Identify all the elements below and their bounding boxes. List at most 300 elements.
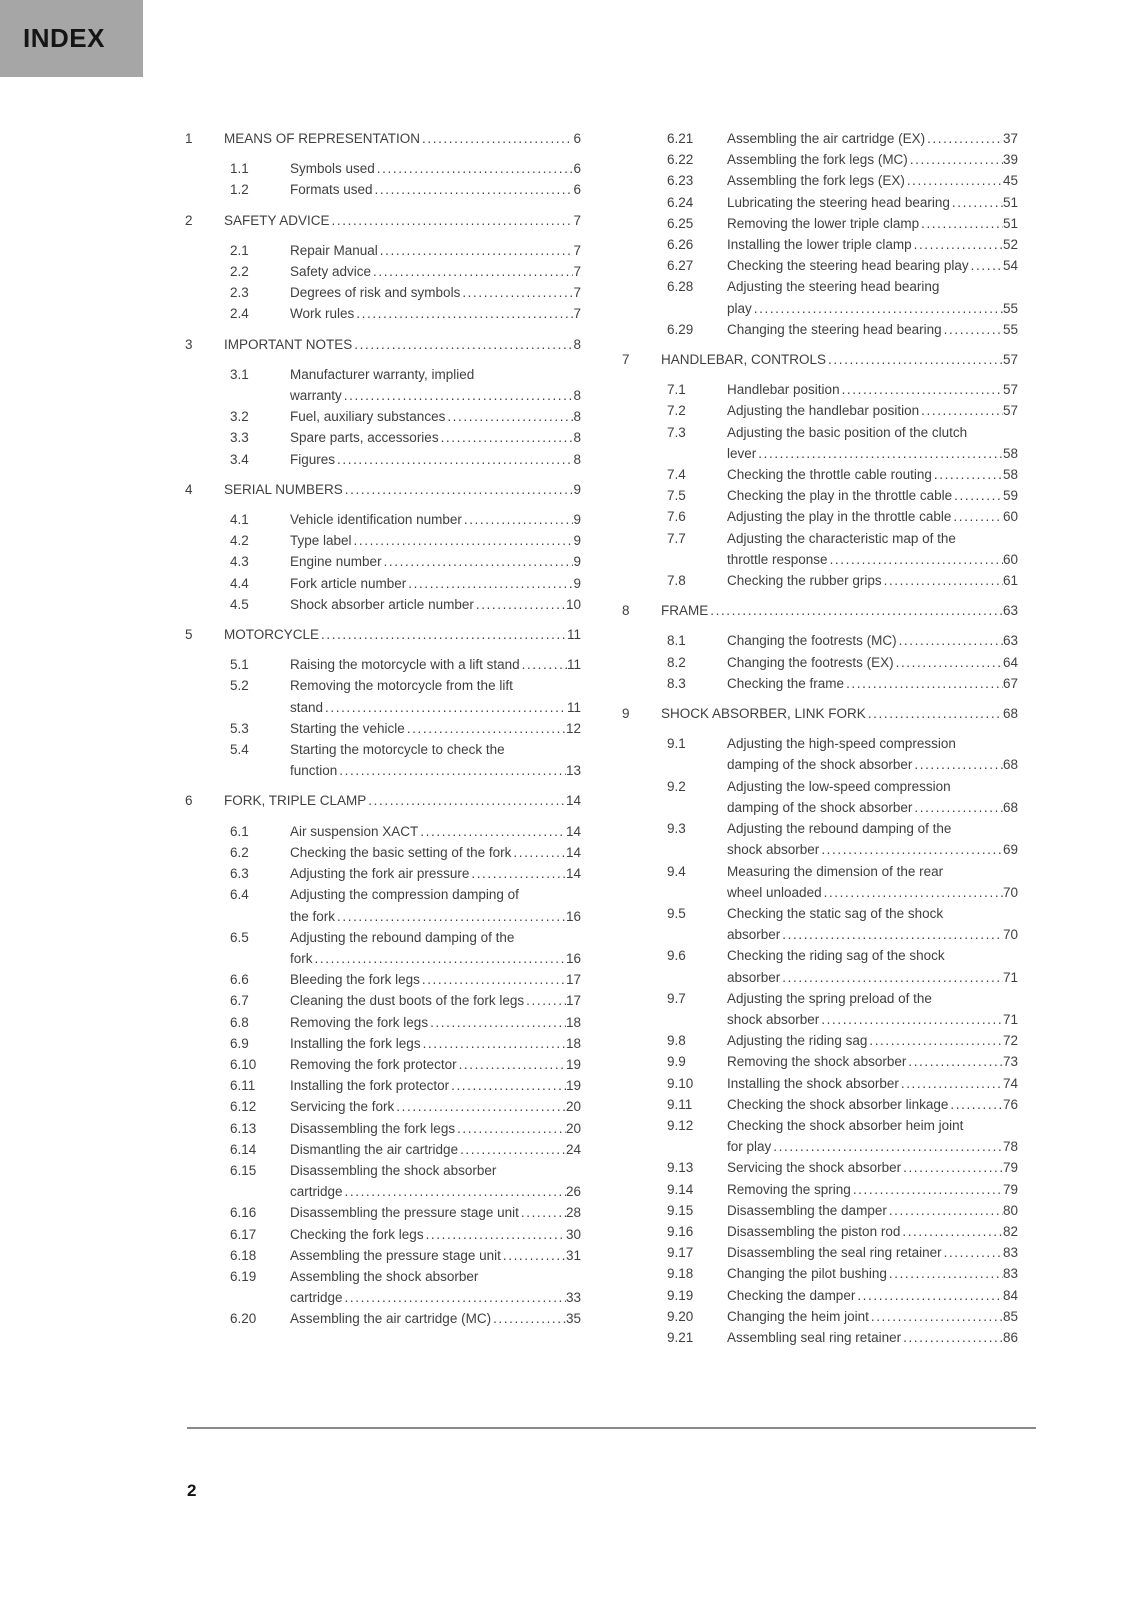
entry-body <box>290 551 581 572</box>
dot-leader <box>330 210 574 231</box>
toc-section-entry <box>185 1245 581 1266</box>
toc-section-entry <box>622 213 1018 234</box>
dot-leader <box>969 255 1003 276</box>
entry-page-number: 6 <box>573 131 581 146</box>
entry-body <box>727 149 1018 170</box>
entry-title: Spare parts, accessories <box>290 430 439 446</box>
entry-last-line <box>290 697 581 718</box>
toc-section-entry <box>185 303 581 324</box>
toc-section-entry <box>622 1115 1018 1157</box>
toc-section-entry <box>185 884 581 926</box>
dot-leader <box>912 754 1003 775</box>
entry-body <box>290 573 581 594</box>
entry-page-number: 14 <box>565 866 581 882</box>
entry-title: Adjusting the fork air pressure <box>290 866 470 882</box>
entry-title: Vehicle identification number <box>290 512 462 528</box>
entry-body <box>290 240 581 261</box>
entry-number: 6.6 <box>230 972 249 988</box>
entry-body <box>290 1096 581 1117</box>
entry-page-number: 17 <box>565 993 581 1009</box>
entry-page-number: 74 <box>1002 1075 1018 1091</box>
entry-page-number: 64 <box>1002 654 1018 670</box>
entry-page-number: 78 <box>1002 1139 1018 1155</box>
entry-title: play <box>727 300 752 316</box>
entry-last-line <box>290 1118 581 1139</box>
entry-number: 4.2 <box>230 533 249 549</box>
entry-number: 6.26 <box>667 237 694 253</box>
toc-section-entry <box>622 506 1018 527</box>
entry-page-number: 69 <box>1002 842 1018 858</box>
toc-section-entry <box>622 1221 1018 1242</box>
entry-page-number: 79 <box>1002 1160 1018 1176</box>
toc-section-entry <box>185 842 581 863</box>
entry-page-number: 7 <box>573 242 581 258</box>
entry-title: Assembling the air cartridge (EX) <box>727 131 926 146</box>
toc-section-entry <box>622 255 1018 276</box>
dot-leader <box>912 797 1003 818</box>
entry-last-line <box>290 551 581 572</box>
entry-page-number: 60 <box>1002 509 1018 525</box>
entry-title: Installing the lower triple clamp <box>727 237 912 253</box>
toc-section-entry <box>185 158 581 179</box>
toc-section-entry <box>622 400 1018 421</box>
entry-number: 6.11 <box>230 1078 256 1094</box>
entry-number: 8 <box>622 603 630 619</box>
entry-last-line <box>224 210 581 231</box>
entry-number: 1 <box>185 131 193 146</box>
entry-last-line <box>290 240 581 261</box>
entry-title: Safety advice <box>290 264 372 280</box>
entry-last-line <box>290 1224 581 1245</box>
dot-leader <box>887 1200 1003 1221</box>
entry-number: 9.13 <box>667 1160 694 1176</box>
entry-page-number: 17 <box>565 972 581 988</box>
dot-leader <box>371 261 573 282</box>
entry-title-line: Disassembling the shock absorber <box>290 1162 497 1178</box>
entry-title: Servicing the shock absorber <box>727 1160 902 1176</box>
toc-section-entry <box>622 379 1018 400</box>
entry-page-number: 12 <box>565 720 581 736</box>
entry-last-line <box>290 969 581 990</box>
toc-section-entry <box>185 1266 581 1308</box>
entry-number: 5.2 <box>230 678 249 694</box>
entry-title: Changing the heim joint <box>727 1308 869 1324</box>
entry-body <box>727 1263 1018 1284</box>
entry-body <box>290 1012 581 1033</box>
entry-last-line <box>290 594 581 615</box>
dot-leader <box>925 128 1003 149</box>
entry-last-line <box>290 718 581 739</box>
dot-leader <box>455 1118 566 1139</box>
entry-title: function <box>290 763 338 779</box>
entry-title: warranty <box>290 388 342 404</box>
entry-title: damping of the shock absorber <box>727 757 913 773</box>
entry-title: Disassembling the damper <box>727 1202 887 1218</box>
dot-leader <box>378 240 574 261</box>
entry-body <box>727 903 1018 945</box>
entry-last-line <box>727 570 1018 591</box>
entry-last-line <box>727 128 1018 149</box>
entry-last-line <box>290 654 581 675</box>
entry-last-line <box>727 1242 1018 1263</box>
entry-number: 7.4 <box>667 467 686 483</box>
entry-last-line <box>727 234 1018 255</box>
dot-leader <box>511 842 566 863</box>
entry-body <box>727 1115 1018 1157</box>
dot-leader <box>900 1221 1003 1242</box>
dot-leader <box>919 213 1003 234</box>
entry-last-line <box>290 1139 581 1160</box>
entry-page-number: 70 <box>1002 884 1018 900</box>
entry-page-number: 76 <box>1002 1096 1018 1112</box>
dot-leader <box>445 406 573 427</box>
entry-body <box>727 276 1018 318</box>
dot-leader <box>897 630 1003 651</box>
entry-body <box>727 776 1018 818</box>
toc-section-entry <box>622 945 1018 987</box>
entry-last-line <box>727 549 1018 570</box>
toc-section-entry <box>185 240 581 261</box>
entry-last-line <box>661 600 1018 621</box>
entry-number: 9.5 <box>667 905 686 921</box>
entry-body <box>727 570 1018 591</box>
entry-title: Assembling the fork legs (EX) <box>727 173 905 189</box>
entry-page-number: 35 <box>565 1311 581 1327</box>
entry-title: Disassembling the pressure stage unit <box>290 1205 519 1221</box>
entry-number: 8.2 <box>667 654 686 670</box>
entry-last-line <box>727 652 1018 673</box>
entry-last-line <box>290 573 581 594</box>
entry-title-line: Checking the riding sag of the shock <box>727 948 945 964</box>
entry-page-number: 52 <box>1002 237 1018 253</box>
entry-page-number: 19 <box>565 1056 581 1072</box>
entry-body <box>290 158 581 179</box>
entry-page-number: 8 <box>573 336 581 352</box>
toc-section-entry <box>185 364 581 406</box>
toc-chapter-entry <box>185 790 581 811</box>
entry-body <box>727 1221 1018 1242</box>
entry-body <box>290 969 581 990</box>
entry-page-number: 16 <box>565 908 581 924</box>
entry-number: 3 <box>185 336 193 352</box>
entry-title: Checking the rubber grips <box>727 573 882 589</box>
entry-title-line: Starting the motorcycle to check the <box>290 742 505 758</box>
entry-body <box>727 319 1018 340</box>
dot-leader <box>752 298 1003 319</box>
toc-section-entry <box>185 990 581 1011</box>
toc-section-entry <box>185 718 581 739</box>
toc-section-entry <box>185 863 581 884</box>
entry-page-number: 9 <box>573 512 581 528</box>
entry-page-number: 20 <box>565 1099 581 1115</box>
dot-leader <box>519 1202 566 1223</box>
dot-leader <box>474 594 566 615</box>
entry-page-number: 11 <box>566 627 581 643</box>
entry-body <box>290 1224 581 1245</box>
entry-last-line <box>224 128 581 149</box>
entry-body <box>727 1094 1018 1115</box>
entry-number: 6.4 <box>230 887 249 903</box>
toc-chapter-entry <box>185 624 581 645</box>
entry-last-line <box>727 255 1018 276</box>
entry-number: 7 <box>622 352 630 368</box>
entry-body <box>727 1179 1018 1200</box>
entry-last-line <box>290 821 581 842</box>
entry-number: 6.8 <box>230 1014 249 1030</box>
toc-section-entry <box>622 192 1018 213</box>
toc-section-entry <box>185 509 581 530</box>
entry-body <box>727 1030 1018 1051</box>
toc-section-entry <box>622 1327 1018 1348</box>
entry-body <box>727 1200 1018 1221</box>
entry-body <box>224 334 581 355</box>
entry-title: Bleeding the fork legs <box>290 972 420 988</box>
toc-section-entry <box>185 654 581 675</box>
toc-section-entry <box>622 128 1018 149</box>
dot-leader <box>819 839 1003 860</box>
entry-number: 9.17 <box>667 1245 694 1261</box>
entry-last-line <box>727 797 1018 818</box>
entry-title: SAFETY ADVICE <box>224 212 330 228</box>
toc-section-entry <box>622 234 1018 255</box>
entry-number: 5 <box>185 627 193 643</box>
entry-last-line <box>727 1263 1018 1284</box>
entry-last-line <box>727 1200 1018 1221</box>
entry-last-line <box>290 282 581 303</box>
entry-page-number: 10 <box>565 596 581 612</box>
entry-last-line <box>290 1308 581 1329</box>
entry-title: Removing the shock absorber <box>727 1054 907 1070</box>
entry-last-line <box>727 1306 1018 1327</box>
toc-section-entry <box>622 319 1018 340</box>
entry-page-number: 37 <box>1002 131 1018 146</box>
entry-title: Removing the fork protector <box>290 1056 457 1072</box>
dot-leader <box>366 790 566 811</box>
toc-section-entry <box>185 406 581 427</box>
dot-leader <box>394 1096 566 1117</box>
entry-last-line <box>727 1051 1018 1072</box>
entry-last-line <box>290 530 581 551</box>
entry-title: Repair Manual <box>290 242 378 258</box>
entry-number: 9.14 <box>667 1181 694 1197</box>
entry-title: HANDLEBAR, CONTROLS <box>661 352 827 368</box>
entry-number: 6.23 <box>667 173 694 189</box>
entry-title: Installing the fork protector <box>290 1078 450 1094</box>
entry-title: Type label <box>290 533 352 549</box>
dot-leader <box>919 400 1003 421</box>
entry-page-number: 19 <box>565 1078 581 1094</box>
entry-number: 8.3 <box>667 675 686 691</box>
entry-title: wheel unloaded <box>727 884 822 900</box>
toc-section-entry <box>185 1012 581 1033</box>
toc-section-entry <box>622 776 1018 818</box>
entry-last-line <box>727 1285 1018 1306</box>
entry-last-line <box>727 506 1018 527</box>
entry-title: Changing the footrests (EX) <box>727 654 894 670</box>
entry-page-number: 57 <box>1002 352 1018 368</box>
entry-last-line <box>290 863 581 884</box>
entry-title: Checking the shock absorber linkage <box>727 1096 949 1112</box>
entry-title: IMPORTANT NOTES <box>224 336 353 352</box>
entry-number: 6.17 <box>230 1226 257 1242</box>
dot-leader <box>840 379 1003 400</box>
entry-last-line <box>727 213 1018 234</box>
page-title: INDEX <box>23 23 105 53</box>
entry-page-number: 82 <box>1002 1223 1018 1239</box>
entry-page-number: 20 <box>565 1120 581 1136</box>
entry-page-number: 55 <box>1002 300 1018 316</box>
toc-section-entry <box>622 673 1018 694</box>
entry-title: fork <box>290 950 313 966</box>
dot-leader <box>458 1139 566 1160</box>
dot-leader <box>855 1285 1003 1306</box>
toc-column-left <box>185 128 581 1330</box>
entry-number: 6.7 <box>230 993 249 1009</box>
entry-body <box>290 261 581 282</box>
entry-last-line <box>727 1136 1018 1157</box>
toc-section-entry <box>622 733 1018 775</box>
entry-page-number: 16 <box>565 950 581 966</box>
toc-section-entry <box>622 818 1018 860</box>
entry-title: Adjusting the handlebar position <box>727 403 920 419</box>
toc-section-entry <box>622 1179 1018 1200</box>
entry-page-number: 60 <box>1002 551 1018 567</box>
entry-last-line <box>290 760 581 781</box>
dot-leader <box>420 128 573 149</box>
entry-last-line <box>290 1202 581 1223</box>
entry-last-line <box>661 349 1018 370</box>
entry-page-number: 71 <box>1002 969 1018 985</box>
entry-title: Cleaning the dust boots of the fork legs <box>290 993 525 1009</box>
entry-page-number: 7 <box>573 306 581 322</box>
entry-page-number: 55 <box>1002 321 1018 337</box>
entry-number: 2.1 <box>230 242 249 258</box>
entry-last-line <box>727 1157 1018 1178</box>
dot-leader <box>354 303 573 324</box>
entry-body <box>290 1266 581 1308</box>
index-header-banner <box>0 0 143 77</box>
entry-page-number: 11 <box>566 699 581 715</box>
entry-page-number: 18 <box>565 1014 581 1030</box>
entry-title: Checking the steering head bearing play <box>727 258 969 274</box>
entry-number: 9.21 <box>667 1329 694 1345</box>
entry-last-line <box>727 379 1018 400</box>
entry-number: 6.9 <box>230 1035 249 1051</box>
entry-title: Formats used <box>290 182 373 198</box>
entry-title: Lubricating the steering head bearing <box>727 194 950 210</box>
entry-body <box>290 406 581 427</box>
entry-body <box>224 210 581 231</box>
dot-leader <box>819 1009 1003 1030</box>
dot-leader <box>828 549 1003 570</box>
entry-title: Checking the throttle cable routing <box>727 467 932 483</box>
entry-title: stand <box>290 699 324 715</box>
entry-page-number: 63 <box>1002 603 1018 619</box>
entry-title: Checking the fork legs <box>290 1226 424 1242</box>
entry-title: SHOCK ABSORBER, LINK FORK <box>661 706 866 722</box>
toc-section-entry <box>185 1033 581 1054</box>
entry-page-number: 72 <box>1002 1033 1018 1049</box>
entry-number: 9.9 <box>667 1054 686 1070</box>
entry-number: 7.1 <box>667 382 686 398</box>
toc-chapter-entry <box>185 334 581 355</box>
toc-chapter-entry <box>185 479 581 500</box>
entry-body <box>290 1118 581 1139</box>
entry-last-line <box>727 1327 1018 1348</box>
entry-last-line <box>727 443 1018 464</box>
dot-leader <box>866 703 1003 724</box>
toc-chapter-entry <box>622 600 1018 621</box>
entry-title-line: Assembling the shock absorber <box>290 1268 479 1284</box>
entry-title: Air suspension XACT <box>290 823 419 839</box>
entry-page-number: 59 <box>1002 488 1018 504</box>
dot-leader <box>382 551 574 572</box>
entry-number: 9.1 <box>667 736 686 752</box>
toc-section-entry <box>185 573 581 594</box>
entry-body <box>727 400 1018 421</box>
entry-last-line <box>727 149 1018 170</box>
toc-section-entry <box>622 1073 1018 1094</box>
entry-last-line <box>290 1096 581 1117</box>
entry-last-line <box>290 179 581 200</box>
entry-number: 9.15 <box>667 1202 694 1218</box>
entry-number: 6.14 <box>230 1141 257 1157</box>
toc-column-right <box>622 128 1018 1348</box>
entry-body <box>727 128 1018 149</box>
toc-section-entry <box>622 903 1018 945</box>
entry-body <box>727 673 1018 694</box>
entry-number: 7.2 <box>667 403 686 419</box>
entry-title: FORK, TRIPLE CLAMP <box>224 793 367 809</box>
entry-number: 6.10 <box>230 1056 257 1072</box>
entry-page-number: 24 <box>565 1141 581 1157</box>
entry-title-line: Removing the motorcycle from the lift <box>290 678 513 694</box>
entry-number: 4.3 <box>230 554 249 570</box>
entry-body <box>290 718 581 739</box>
entry-last-line <box>290 1033 581 1054</box>
dot-leader <box>420 969 566 990</box>
entry-number: 9.8 <box>667 1033 686 1049</box>
entry-body <box>727 861 1018 903</box>
entry-page-number: 79 <box>1002 1181 1018 1197</box>
entry-body <box>727 988 1018 1030</box>
toc-section-entry <box>622 570 1018 591</box>
entry-number: 9.6 <box>667 948 686 964</box>
entry-title: throttle response <box>727 551 828 567</box>
entry-body <box>727 422 1018 464</box>
entry-title: Disassembling the fork legs <box>290 1120 456 1136</box>
toc-section-entry <box>622 1200 1018 1221</box>
entry-page-number: 9 <box>573 575 581 591</box>
entry-number: 7.3 <box>667 424 686 440</box>
entry-title: Removing the lower triple clamp <box>727 215 920 231</box>
dot-leader <box>352 530 574 551</box>
dot-leader <box>887 1263 1003 1284</box>
dot-leader <box>942 319 1003 340</box>
toc-section-entry <box>185 530 581 551</box>
entry-last-line <box>727 1030 1018 1051</box>
entry-title: MOTORCYCLE <box>224 627 320 643</box>
dot-leader <box>335 449 573 470</box>
toc-section-entry <box>622 276 1018 318</box>
toc-section-entry <box>185 1075 581 1096</box>
entry-body <box>290 927 581 969</box>
entry-last-line <box>727 839 1018 860</box>
entry-title: Assembling the pressure stage unit <box>290 1247 501 1263</box>
entry-page-number: 61 <box>1002 573 1018 589</box>
entry-number: 4.4 <box>230 575 249 591</box>
entry-body <box>727 945 1018 987</box>
